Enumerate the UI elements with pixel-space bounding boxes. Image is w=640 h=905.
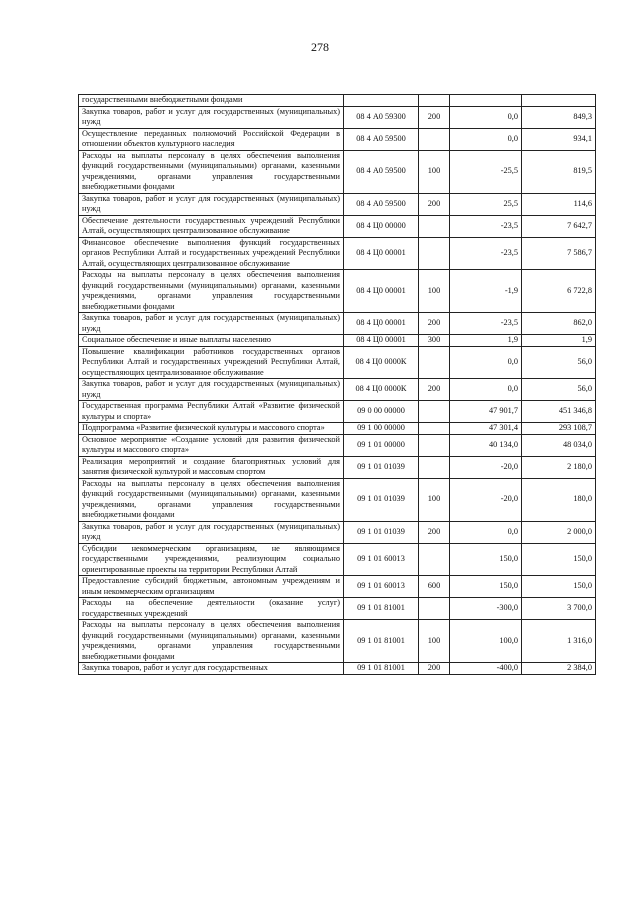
row-target-code: 08 4 Ц0 0000К [344,379,419,401]
row-target-code: 09 1 01 81001 [344,663,419,675]
row-expense-type: 100 [419,270,450,313]
table-row [79,379,596,401]
table-row [79,150,596,193]
row-target-code: 08 4 А0 59500 [344,128,419,150]
table-row [79,543,596,576]
row-expense-type [419,95,450,107]
row-total-amount: 6 722,8 [522,270,596,313]
table-row [79,128,596,150]
row-change-amount: -400,0 [450,663,522,675]
budget-table-body [79,95,596,675]
row-change-amount: -23,5 [450,237,522,270]
table-row [79,237,596,270]
row-expense-type [419,543,450,576]
row-name: Предоставление субсидий бюджетным, автономным учреждениям и иным некоммерческим организациям [79,576,344,598]
table-row [79,478,596,521]
row-expense-type: 100 [419,478,450,521]
row-name: Закупка товаров, работ и услуг для государственных (муниципальных) нужд [79,521,344,543]
table-row [79,335,596,347]
row-expense-type: 200 [419,106,450,128]
row-total-amount: 1,9 [522,335,596,347]
row-target-code: 09 1 01 81001 [344,598,419,620]
row-target-code: 09 1 01 81001 [344,620,419,663]
row-change-amount: 150,0 [450,576,522,598]
table-row [79,456,596,478]
row-target-code: 09 1 01 01039 [344,521,419,543]
row-total-amount: 451 346,8 [522,401,596,423]
row-expense-type [419,237,450,270]
row-change-amount: -300,0 [450,598,522,620]
row-change-amount: -25,5 [450,150,522,193]
row-target-code: 09 1 00 00000 [344,423,419,435]
budget-table [78,94,596,675]
row-target-code: 08 4 Ц0 0000К [344,346,419,379]
table-row [79,95,596,107]
row-total-amount: 2 180,0 [522,456,596,478]
row-expense-type: 200 [419,193,450,215]
row-total-amount: 3 700,0 [522,598,596,620]
row-total-amount: 114,6 [522,193,596,215]
row-name: Расходы на выплаты персоналу в целях обеспечения выполнения функций государственными (муниципальными) органами, казенными учреждениями, органами управления государственными внебюджетными фондами [79,620,344,663]
row-expense-type: 200 [419,663,450,675]
row-name: Государственная программа Республики Алтай «Развитие физической культуры и спорта» [79,401,344,423]
row-name: Подпрограмма «Развитие физической культуры и массового спорта» [79,423,344,435]
row-expense-type [419,456,450,478]
row-change-amount: 0,0 [450,379,522,401]
row-target-code [344,95,419,107]
row-total-amount: 150,0 [522,543,596,576]
row-target-code: 08 4 Ц0 00001 [344,237,419,270]
row-change-amount: 1,9 [450,335,522,347]
table-row [79,620,596,663]
row-total-amount: 2 000,0 [522,521,596,543]
row-change-amount: 47 901,7 [450,401,522,423]
row-total-amount: 862,0 [522,313,596,335]
row-target-code: 08 4 А0 59500 [344,150,419,193]
row-change-amount: 0,0 [450,521,522,543]
row-expense-type: 200 [419,521,450,543]
row-change-amount: -1,9 [450,270,522,313]
row-name: Субсидии некоммерческим организациям, не являющимся государственными учреждениями, реализующим социально ориентированные проекты на территории Республики Алтай [79,543,344,576]
row-change-amount: 100,0 [450,620,522,663]
row-expense-type [419,346,450,379]
row-name: Основное мероприятие «Создание условий для развития физической культуры и массового спорта» [79,434,344,456]
row-expense-type: 200 [419,313,450,335]
row-target-code: 09 1 01 60013 [344,543,419,576]
row-total-amount: 56,0 [522,379,596,401]
row-target-code: 08 4 Ц0 00000 [344,215,419,237]
row-change-amount: 0,0 [450,346,522,379]
row-total-amount: 7 642,7 [522,215,596,237]
row-name: Закупка товаров, работ и услуг для государственных (муниципальных) нужд [79,193,344,215]
row-name: Обеспечение деятельности государственных учреждений Республики Алтай, осуществляющих централизованное обслуживание [79,215,344,237]
row-total-amount: 150,0 [522,576,596,598]
row-target-code: 09 1 01 00000 [344,434,419,456]
row-target-code: 08 4 Ц0 00001 [344,270,419,313]
row-expense-type: 100 [419,620,450,663]
row-total-amount: 1 316,0 [522,620,596,663]
table-row [79,313,596,335]
table-row [79,598,596,620]
row-target-code: 08 4 А0 59300 [344,106,419,128]
row-name: Закупка товаров, работ и услуг для государственных (муниципальных) нужд [79,106,344,128]
row-change-amount: -20,0 [450,456,522,478]
table-row [79,521,596,543]
row-name: Расходы на выплаты персоналу в целях обеспечения выполнения функций государственными (муниципальными) органами, казенными учреждениями, органами управления государственными внебюджетными фондами [79,150,344,193]
row-target-code: 09 1 01 01039 [344,456,419,478]
row-total-amount: 48 034,0 [522,434,596,456]
row-total-amount: 180,0 [522,478,596,521]
row-name: государственными внебюджетными фондами [79,95,344,107]
table-row [79,106,596,128]
table-row [79,663,596,675]
row-change-amount: 25,5 [450,193,522,215]
row-total-amount [522,95,596,107]
row-expense-type [419,423,450,435]
row-change-amount: 0,0 [450,128,522,150]
row-name: Осуществление переданных полномочий Российской Федерации в отношении объектов культурного наследия [79,128,344,150]
row-expense-type [419,434,450,456]
row-expense-type [419,598,450,620]
row-change-amount: 150,0 [450,543,522,576]
row-expense-type [419,128,450,150]
table-row [79,193,596,215]
row-change-amount: -23,5 [450,313,522,335]
row-expense-type [419,215,450,237]
table-row [79,401,596,423]
row-name: Закупка товаров, работ и услуг для государственных (муниципальных) нужд [79,313,344,335]
row-expense-type: 300 [419,335,450,347]
row-name: Финансовое обеспечение выполнения функций государственных органов Республики Алтай и государственных учреждений Республики Алтай, осуществляющих централизованное обслуживание [79,237,344,270]
row-total-amount: 819,5 [522,150,596,193]
row-target-code: 09 1 01 60013 [344,576,419,598]
row-expense-type: 600 [419,576,450,598]
row-change-amount: -23,5 [450,215,522,237]
row-target-code: 09 1 01 01039 [344,478,419,521]
row-total-amount: 56,0 [522,346,596,379]
row-target-code: 08 4 А0 59500 [344,193,419,215]
row-change-amount: 40 134,0 [450,434,522,456]
row-total-amount: 2 384,0 [522,663,596,675]
row-name: Расходы на обеспечение деятельности (оказание услуг) государственных учреждений [79,598,344,620]
row-total-amount: 934,1 [522,128,596,150]
row-name: Расходы на выплаты персоналу в целях обеспечения выполнения функций государственными (муниципальными) органами, казенными учреждениями, органами управления государственными внебюджетными фондами [79,270,344,313]
row-change-amount: 47 301,4 [450,423,522,435]
row-target-code: 08 4 Ц0 00001 [344,335,419,347]
row-name: Расходы на выплаты персоналу в целях обеспечения выполнения функций государственными (муниципальными) органами, казенными учреждениями, органами управления государственными внебюджетными фондами [79,478,344,521]
row-name: Закупка товаров, работ и услуг для государственных (муниципальных) нужд [79,379,344,401]
row-name: Реализация мероприятий и создание благоприятных условий для занятия физической культурой и массовым спортом [79,456,344,478]
row-total-amount: 849,3 [522,106,596,128]
table-row [79,434,596,456]
row-name: Повышение квалификации работников государственных органов Республики Алтай и государственных учреждений Республики Алтай, осуществляющих централизованное обслуживание [79,346,344,379]
table-row [79,576,596,598]
row-name: Закупка товаров, работ и услуг для государственных [79,663,344,675]
row-change-amount: -20,0 [450,478,522,521]
table-row [79,270,596,313]
row-expense-type: 200 [419,379,450,401]
table-row [79,346,596,379]
row-target-code: 08 4 Ц0 00001 [344,313,419,335]
row-total-amount: 293 108,7 [522,423,596,435]
page-number: 278 [311,40,329,54]
table-row [79,423,596,435]
row-target-code: 09 0 00 00000 [344,401,419,423]
row-name: Социальное обеспечение и иные выплаты населению [79,335,344,347]
row-expense-type [419,401,450,423]
row-change-amount [450,95,522,107]
row-expense-type: 100 [419,150,450,193]
row-total-amount: 7 586,7 [522,237,596,270]
table-row [79,215,596,237]
row-change-amount: 0,0 [450,106,522,128]
